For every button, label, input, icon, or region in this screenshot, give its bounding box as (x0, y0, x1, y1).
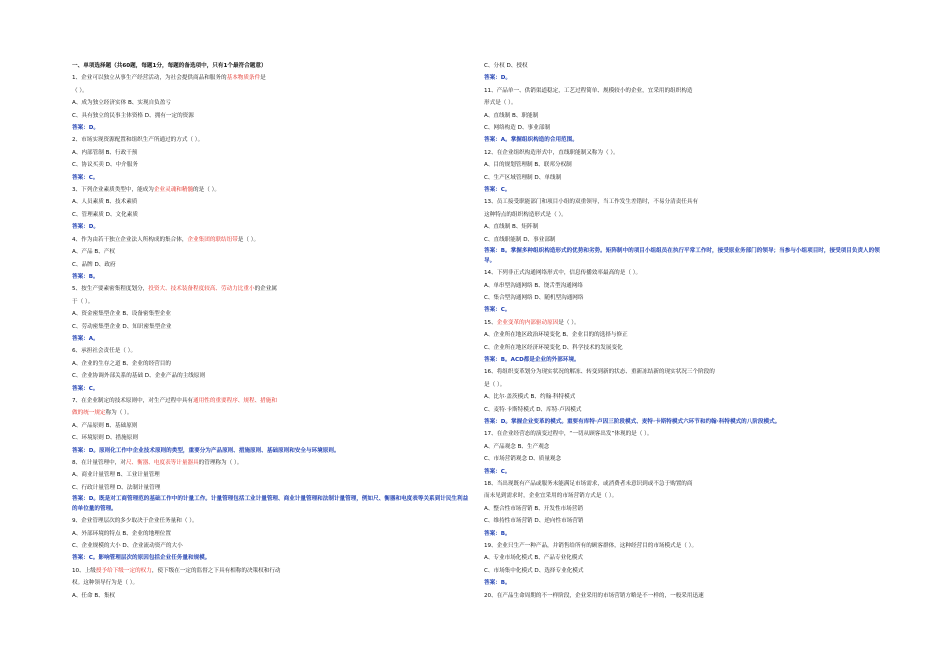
question-line (484, 317, 884, 329)
question-line (484, 342, 884, 354)
line-text: A、直线制 B、矩阵制 (484, 224, 539, 231)
question-line (72, 515, 472, 527)
line-text: 答案：D。 (72, 125, 100, 132)
question-line (484, 85, 884, 97)
line-text: 答案：A。掌握组织构造的合用范围。 (484, 137, 578, 144)
question-line (484, 172, 884, 184)
question-line (72, 565, 472, 577)
line-text: 12、在企业组织构造形式中，直线职能制又称为（ ）。 (484, 149, 619, 156)
line-text: 17、在企业经营态的演变过程中，“一切从顾客出发”体现的是（ ）。 (484, 431, 653, 438)
line-text: A、企业的生存之道 B、企业的经营目的 (72, 360, 171, 367)
line-text: 5、按生产要素密集程度划分， (72, 286, 149, 293)
line-text: 3、下列企业素质类型中，能成为 (72, 187, 154, 194)
question-line (484, 267, 884, 279)
line-text: 答案：B。 (484, 580, 511, 587)
question-line (484, 234, 884, 246)
answer-line (72, 552, 472, 564)
line-text: 答案：D。既是对工商管理范的基础工作中的计量工作。计量管理包括工业计量管理、商业计量管理和法制计量管理，例如尺、衡器和电度表等关系到计民生利益的单位量的管理。 (72, 496, 469, 513)
line-text: 答案：C。 (484, 187, 511, 194)
question-line (72, 358, 472, 370)
answer-line (484, 246, 884, 267)
line-text: A、产品原则 B、基础原则 (72, 422, 138, 429)
line-text: C、行政计量管理 D、法制计量管理 (72, 484, 161, 491)
line-text-tail: 称为（ ）。 (105, 410, 133, 417)
highlighted-keyword: 企业集团的联结纽带 (187, 236, 238, 243)
answer-line (72, 122, 472, 134)
line-text: 答案：D。 (72, 224, 100, 231)
answer-line (484, 416, 884, 428)
line-text: 这种特点的组织构造形式是（ ）。 (484, 211, 567, 218)
line-text: 14、下列非正式沟通网络形式中，信息传播效率最高的是（ ）。 (484, 270, 642, 277)
line-text: C、直线职能制 D、事业部制 (484, 236, 556, 243)
question-line (484, 540, 884, 552)
line-text: A、整合性市场营销 B、开发性市场营销 (484, 505, 583, 512)
question-line (72, 209, 472, 221)
line-text: 15、 (484, 319, 497, 326)
line-text: 10、上级 (72, 567, 96, 574)
line-text: 一、单项选择题（共60题，每题1分，每题的备选项中，只有1个最符合题意） (72, 63, 267, 69)
line-text: 2、市场实现资源配置和组织生产所通过的方式（ ）。 (72, 137, 204, 144)
line-text: 9、企业管理层次的多少取决于企业任务量和（ ）。 (72, 518, 198, 525)
question-line (72, 110, 472, 122)
line-text: C、市场营销观念 D、质量观念 (484, 456, 562, 463)
line-text: 答案：A。 (72, 335, 99, 342)
question-line (72, 196, 472, 208)
question-line (72, 528, 472, 540)
line-text: A、产品观念 B、生产观念 (484, 443, 550, 450)
answer-line (72, 271, 472, 283)
question-line (484, 221, 884, 233)
question-line (484, 515, 884, 527)
question-line (484, 280, 884, 292)
highlighted-keyword: 企业变革的内部驱动原因 (496, 319, 559, 326)
question-line (484, 159, 884, 171)
question-line (72, 321, 472, 333)
question-line (484, 391, 884, 403)
question-line (72, 432, 472, 444)
answer-line (484, 577, 884, 589)
question-line (484, 366, 884, 378)
line-text: A、商业计量管理 B、工业计量管理 (72, 472, 160, 479)
line-text: C、市场集中化模式 D、选择专业化模式 (484, 567, 584, 574)
highlighted-keyword: 通用性的重要程序、规程、措施和 (193, 397, 277, 404)
right-column (484, 60, 884, 602)
line-text: 20、在产品生命周期的不一样阶段，企业采用的市场营销方略是不一样的，一般采用迅速 (484, 592, 704, 599)
line-text: C、集合型沟通网络 D、随机型沟通网络 (484, 294, 584, 301)
question-line (484, 441, 884, 453)
line-text: C、管理素质 D、文化素质 (72, 211, 138, 218)
line-text: 权。这种领导行为是（ ）。 (72, 580, 139, 587)
highlighted-keyword: 企业灵魂和精髓 (153, 187, 194, 194)
question-line (484, 60, 884, 72)
line-text: 19、企业只生产一种产品，并销售给所有的顾客群体，这种经营目的市场模式是（ ）。 (484, 543, 698, 550)
question-line (72, 457, 472, 469)
line-text: 而未见到需求时，企业宜采用的市场营销方式是（ ）。 (484, 493, 618, 500)
line-text: 答案：D。掌握企业变革的模式。重要有库特·卢因三阶段模式、麦特·卡斯特模式六环节和约翰·科特模式的八阶段模式。 (484, 418, 781, 425)
question-line (484, 329, 884, 341)
line-text: A、专业市场化模式 B、产品专业化模式 (484, 555, 583, 562)
question-line (484, 478, 884, 490)
answer-line (484, 528, 884, 540)
line-text: （ ）。 (72, 87, 88, 94)
question-line (484, 147, 884, 159)
question-line (72, 259, 472, 271)
line-text-tail: ，使下级在一定的监督之下具有相称的决策权和行动 (151, 567, 281, 574)
line-text: 6、承担社会责任是（ ）。 (72, 348, 137, 355)
line-text: C、企业协调外部关系的基础 D、企业产品的主线原则 (72, 373, 206, 380)
question-line (72, 159, 472, 171)
question-line (484, 122, 884, 134)
question-line (72, 308, 472, 320)
line-text: A、资金密集型企业 B、设备密集型企业 (72, 311, 171, 318)
line-text: C、企业规模的大小 D、企业流动资产的大小 (72, 543, 183, 550)
question-line (72, 407, 472, 419)
line-text: C、维持性市场营销 D、逆向性市场营销 (484, 518, 584, 525)
answer-line (72, 172, 472, 184)
line-text: 答案：B。掌握多种组织构造形式的优势和劣势。矩阵制中的项目小组组员在执行平常工作时，接受原业务部门的领导；当参与小组项目时，接受项目负责人的领导。 (484, 248, 880, 265)
line-text-tail: 的管理称为（ ）。 (198, 460, 243, 466)
line-text: A、直线制 B、职能制 (484, 112, 539, 119)
answer-line (484, 304, 884, 316)
left-column (72, 60, 472, 602)
question-line (484, 490, 884, 502)
line-text: A、任命 B、集权 (72, 592, 116, 599)
line-text: 答案：C。 (72, 385, 99, 392)
question-line (484, 196, 884, 208)
question-line (484, 97, 884, 109)
question-line (72, 482, 472, 494)
line-text: A、成为独立经济实体 B、实现自负盈亏 (72, 100, 171, 107)
line-text: C、麦特·卡斯特模式 D、库特·卢因模式 (484, 406, 582, 413)
line-text-tail: 是 (260, 75, 266, 82)
line-text-tail: 是（ ）。 (237, 236, 260, 243)
question-line (484, 565, 884, 577)
line-text: C、协议买卖 D、中介服务 (72, 162, 138, 169)
answer-line (72, 383, 472, 395)
line-text: 答案：D。 (484, 75, 512, 82)
question-line (72, 97, 472, 109)
line-text: 答案：C。 (484, 468, 511, 475)
line-text: 8、在计量管理中，对 (72, 460, 126, 466)
line-text: C、具有独立的民事主体资格 D、拥有一定的资源 (72, 112, 194, 119)
line-text: A、目的规划管理制 B、联邦分权制 (484, 162, 572, 169)
question-line (484, 379, 884, 391)
highlighted-keyword: 基本物质条件 (226, 75, 261, 82)
line-text: 13、员工接受职能部门和项目小组的双重领导，当工作发生差错时，不易分清责任具有 (484, 199, 699, 206)
line-text: 18、当出现既有产品或服务未能满足市场需求，或消费者未意识到或不急于购置的商 (484, 481, 693, 487)
answer-line (72, 445, 472, 457)
line-text: 11、产品单一、供销渠道稳定，工艺过程简单、规模较小的企业，宜采用的组织构造 (484, 87, 693, 94)
line-text: 于（ ）。 (72, 298, 94, 305)
question-line (72, 85, 472, 97)
line-text: C、生产区域管理制 D、单线制 (484, 174, 562, 181)
question-line (72, 283, 472, 295)
question-line (72, 184, 472, 196)
answer-line (72, 494, 472, 515)
line-text: 答案：D。原则化工作中企业技术原则的类型，重要分为产品原则、措施原则、基础原则和安全与环境原则。 (72, 447, 340, 454)
question-line (484, 110, 884, 122)
question-line (72, 469, 472, 481)
question-line (72, 72, 472, 84)
line-text: 答案：B。 (72, 273, 99, 280)
question-line (72, 590, 472, 602)
question-line (484, 428, 884, 440)
line-text: 答案：C。 (484, 307, 511, 314)
question-line (72, 540, 472, 552)
answer-line (484, 184, 884, 196)
line-text-tail: 的企业属 (254, 286, 277, 293)
line-text: A、外部环境的特点 B、企业的地理位置 (72, 530, 171, 537)
highlighted-keyword: 尺、衡器、电度表等计量器具 (125, 460, 199, 466)
question-line (72, 246, 472, 258)
question-line (72, 345, 472, 357)
question-line (484, 404, 884, 416)
question-line (72, 395, 472, 407)
line-text: 形式是（ ）。 (484, 100, 517, 107)
line-text: C、品牌 D、政府 (72, 261, 116, 268)
highlighted-keyword: 投资大、技术装备程度较高、劳动力比重小 (148, 286, 255, 293)
line-text-tail: 的是（ ）。 (193, 187, 220, 194)
line-text: 答案：B。 (484, 530, 511, 537)
question-line (72, 147, 472, 159)
line-text: A、产品 B、产权 (72, 249, 116, 256)
line-text-tail: 是（ ）。 (558, 319, 580, 326)
question-line (484, 590, 884, 602)
line-text: 答案：C。 (72, 174, 99, 181)
question-line (72, 296, 472, 308)
answer-line (72, 221, 472, 233)
answer-line (484, 72, 884, 84)
question-line (484, 453, 884, 465)
line-text: 是（ ）。 (484, 381, 506, 388)
question-line (72, 234, 472, 246)
answer-line (484, 134, 884, 146)
line-text: 1、企业可以独立从事生产经营活动，为社会提供商品和服务的 (72, 75, 227, 82)
line-text: A、内部管制 B、行政干预 (72, 149, 138, 156)
line-text: C、企业所在地区经济环境变化 D、科学技术的发展变化 (484, 344, 623, 351)
line-text: 7、在企业制定的技术原则中，对生产过程中具有 (72, 397, 194, 404)
question-line (484, 209, 884, 221)
question-line (484, 552, 884, 564)
line-text: 答案：C。影响管理层次的原因包括企业任务量和规模。 (72, 555, 211, 562)
question-line (72, 420, 472, 432)
line-text: A、比尔·盖茨模式 B、约翰·科特模式 (484, 394, 576, 401)
question-line (484, 503, 884, 515)
line-text: 16、将组织变革划分为现实状况的解冻、转变到新的状态、重新冻结新的现实状况三个阶段的 (484, 369, 715, 376)
line-text: A、人员素质 B、技术素质 (72, 199, 138, 206)
line-text: C、劳动密集型企业 D、知识密集型企业 (72, 323, 172, 330)
line-text: C、分权 D、授权 (484, 63, 528, 69)
line-text: A、单串型沟通网络 B、饶舌型沟通网络 (484, 282, 583, 289)
answer-line (72, 333, 472, 345)
answer-line (484, 466, 884, 478)
line-text: 4、作为由若干独立企业法人所构成的集合体， (72, 236, 188, 243)
line-text: C、网络构造 D、事业部制 (484, 125, 550, 132)
question-line (72, 60, 472, 72)
line-text: C、环境原则 D、措施原则 (72, 435, 138, 442)
question-line (72, 134, 472, 146)
line-text: 答案：B。ACD都是企业的外部环境。 (484, 356, 580, 363)
question-line (72, 370, 472, 382)
highlighted-keyword: 做的统一规定 (72, 410, 106, 417)
question-line (484, 292, 884, 304)
question-line (72, 577, 472, 589)
answer-line (484, 354, 884, 366)
highlighted-keyword: 授予给下级一定的权力 (95, 567, 152, 574)
line-text: A、企业所在地区政治环境变化 B、企业目的的选择与修正 (484, 332, 628, 339)
